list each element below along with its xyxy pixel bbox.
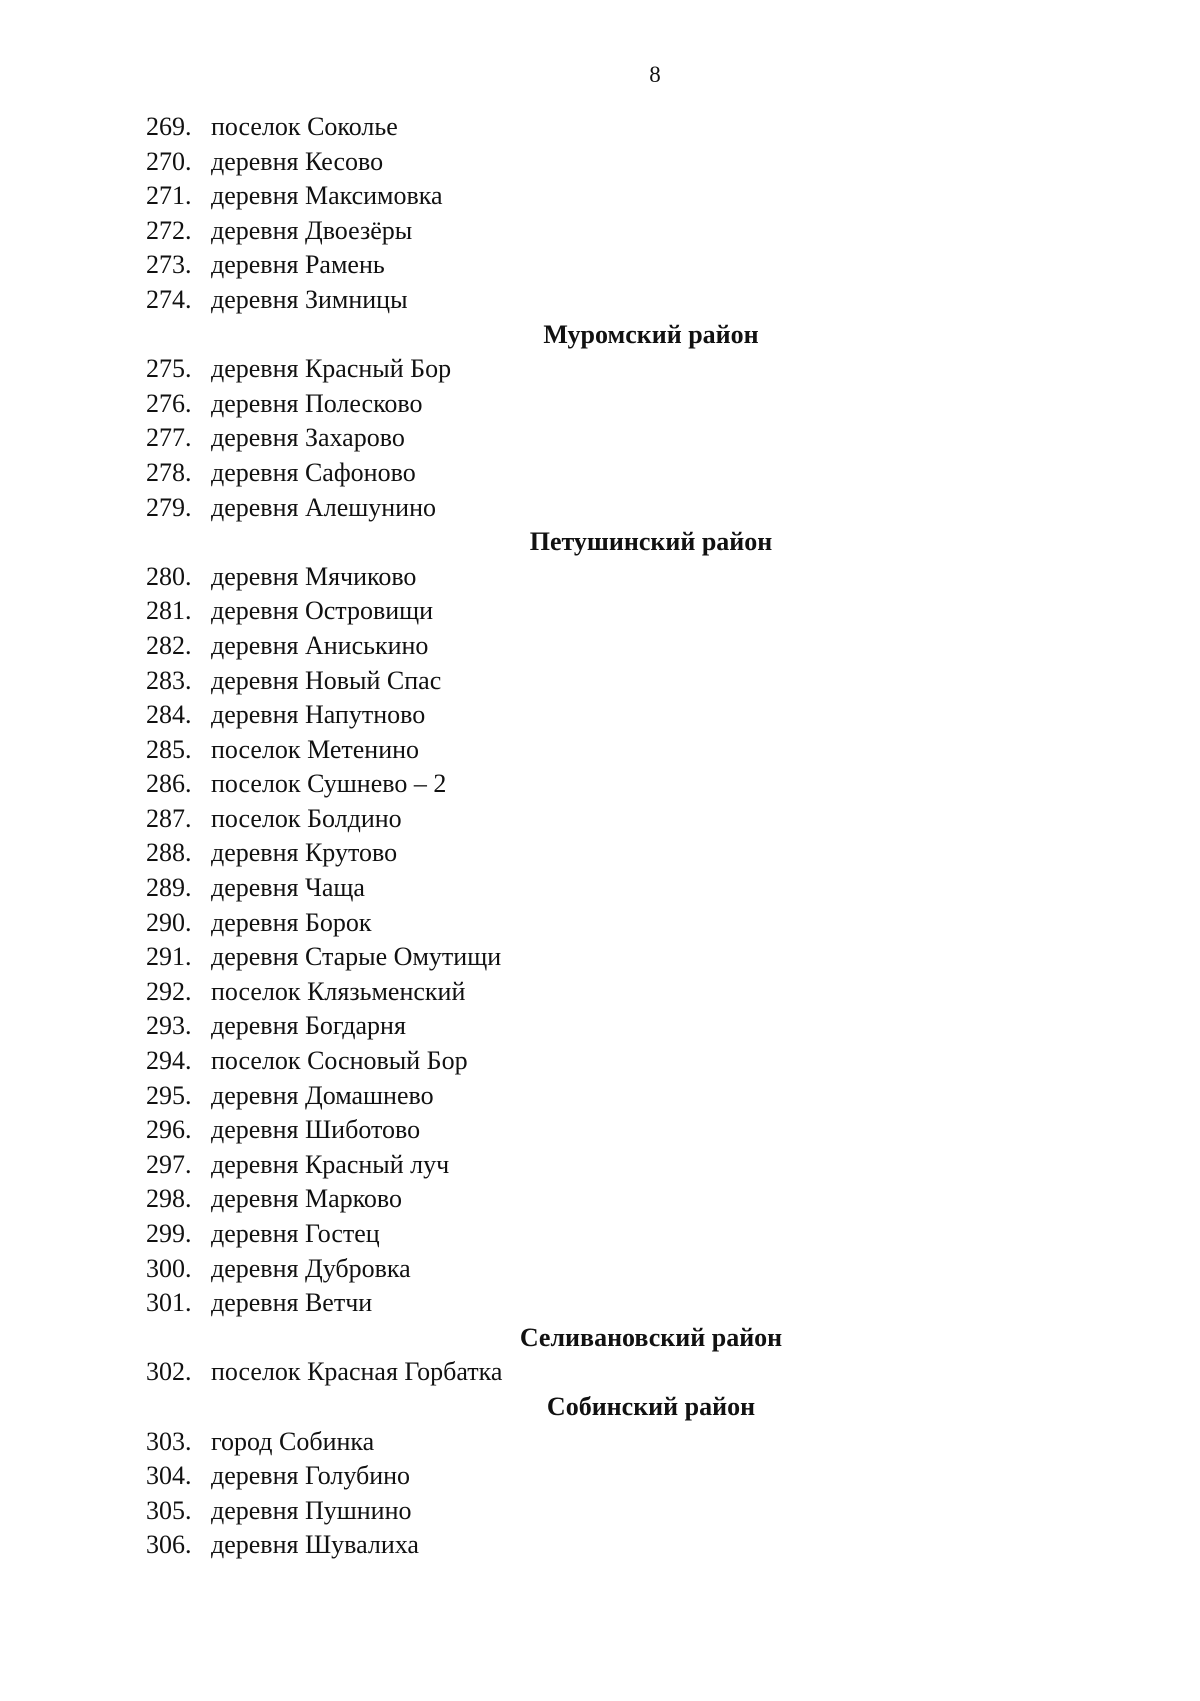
item-number: 269.: [146, 112, 192, 141]
settlement-name: деревня Дубровка: [211, 1253, 411, 1283]
settlement-name: деревня Кесово: [211, 146, 384, 176]
settlement-name: поселок Болдино: [211, 803, 402, 833]
item-number: 291.: [146, 942, 192, 972]
item-number: 293.: [146, 1011, 192, 1041]
item-number: 281.: [146, 596, 192, 626]
item-number: 282.: [146, 630, 192, 660]
settlement-name: деревня Богдарня: [211, 1011, 406, 1041]
settlement-name: деревня Старые Омутищи: [211, 942, 502, 972]
settlement-name: деревня Красный Бор: [211, 354, 452, 384]
item-number: 270.: [146, 146, 192, 176]
list-item: [146, 1425, 1146, 1460]
settlement-name: деревня Сафоново: [211, 457, 416, 487]
list-item: [146, 1528, 1146, 1563]
item-number: 279.: [146, 492, 192, 522]
settlement-name: деревня Полесково: [211, 388, 423, 418]
item-number: 289.: [146, 873, 192, 903]
settlement-name: деревня Борок: [211, 907, 372, 937]
settlement-name: деревня Напутново: [211, 700, 426, 730]
settlement-name: деревня Аниськино: [211, 630, 429, 660]
item-number: 284.: [146, 700, 192, 730]
list-item: [146, 145, 1146, 180]
item-number: 285.: [146, 734, 192, 764]
settlement-name: деревня Двоезёры: [211, 215, 413, 245]
list-item: [146, 1009, 1146, 1044]
district-heading: Муромский район: [543, 319, 759, 349]
list-item: [146, 110, 1146, 145]
settlement-name: деревня Шувалиха: [211, 1530, 419, 1560]
item-number: 277.: [146, 423, 192, 453]
item-number: 274.: [146, 284, 192, 314]
item-number: 294.: [146, 1046, 192, 1076]
item-number: 296.: [146, 1115, 192, 1145]
list-item: [146, 1459, 1146, 1494]
item-number: 306.: [146, 1530, 192, 1560]
item-number: 302.: [146, 1357, 192, 1387]
list-item: [146, 1044, 1146, 1079]
list-item: [146, 733, 1146, 768]
settlement-name: деревня Шиботово: [211, 1115, 421, 1145]
list-item: [146, 767, 1146, 802]
list-item: [146, 836, 1146, 871]
settlement-name: деревня Крутово: [211, 838, 398, 868]
list-item: [146, 629, 1146, 664]
settlement-name: деревня Рамень: [211, 250, 385, 280]
settlement-name: деревня Голубино: [211, 1461, 411, 1491]
list-item: [146, 1182, 1146, 1217]
district-heading: Петушинский район: [529, 527, 773, 557]
list-item: [146, 456, 1146, 491]
list-item: [146, 594, 1146, 629]
list-item: [146, 214, 1146, 249]
item-number: 303.: [146, 1426, 192, 1456]
settlement-name: деревня Ветчи: [211, 1288, 373, 1318]
list-item: [146, 1217, 1146, 1252]
item-number: 298.: [146, 1184, 192, 1214]
settlement-name: деревня Домашнево: [211, 1080, 434, 1110]
settlement-name: деревня Мячиково: [211, 561, 417, 591]
settlement-name: деревня Чаща: [211, 873, 365, 903]
item-number: 295.: [146, 1080, 192, 1110]
item-number: 288.: [146, 838, 192, 868]
settlement-list: [146, 110, 1146, 1563]
settlement-name: поселок Метенино: [211, 734, 420, 764]
item-number: 305.: [146, 1495, 192, 1525]
settlement-name: поселок Клязьменский: [211, 976, 466, 1006]
district-heading: Селивановский район: [519, 1322, 783, 1352]
list-item: [146, 1113, 1146, 1148]
item-number: 272.: [146, 215, 192, 245]
settlement-name: поселок Красная Горбатка: [211, 1357, 503, 1387]
settlement-name: поселок Соколье: [211, 112, 398, 141]
settlement-name: деревня Марково: [211, 1184, 403, 1214]
item-number: 292.: [146, 976, 192, 1006]
settlement-name: деревня Красный луч: [211, 1149, 450, 1179]
list-item: [146, 1148, 1146, 1183]
list-item: [146, 352, 1146, 387]
list-item: [146, 975, 1146, 1010]
list-item: [146, 179, 1146, 214]
list-item: [146, 1355, 1146, 1390]
list-item: [146, 387, 1146, 422]
list-item: [146, 871, 1146, 906]
item-number: 275.: [146, 354, 192, 384]
item-number: 283.: [146, 665, 192, 695]
list-item: [146, 248, 1146, 283]
settlement-name: деревня Максимовка: [211, 181, 443, 211]
item-number: 271.: [146, 181, 192, 211]
page-number: 8: [649, 62, 661, 87]
list-item: [146, 560, 1146, 595]
item-number: 276.: [146, 388, 192, 418]
settlement-name: деревня Новый Спас: [211, 665, 442, 695]
settlement-name: деревня Захарово: [211, 423, 405, 453]
district-heading: Собинский район: [546, 1391, 756, 1421]
item-number: 273.: [146, 250, 192, 280]
settlement-name: город Собинка: [211, 1426, 375, 1456]
list-item: [146, 283, 1146, 318]
item-number: 297.: [146, 1149, 192, 1179]
settlement-name: деревня Пушнино: [211, 1495, 412, 1525]
settlement-name: поселок Сосновый Бор: [211, 1046, 468, 1076]
settlement-name: деревня Островищи: [211, 596, 434, 626]
list-item: [146, 491, 1146, 526]
list-item: [146, 940, 1146, 975]
item-number: 299.: [146, 1219, 192, 1248]
list-item: [146, 664, 1146, 699]
item-number: 301.: [146, 1288, 192, 1318]
list-item: [146, 1494, 1146, 1529]
item-number: 286.: [146, 769, 192, 799]
list-item: [146, 802, 1146, 837]
item-number: 290.: [146, 907, 192, 937]
settlement-name: поселок Сушнево – 2: [211, 769, 447, 799]
item-number: 300.: [146, 1253, 192, 1283]
list-item: [146, 1079, 1146, 1114]
list-item: [146, 1252, 1146, 1287]
list-item: [146, 906, 1146, 941]
list-item: [146, 421, 1146, 456]
settlement-name: деревня Алешунино: [211, 492, 437, 522]
list-item: [146, 698, 1146, 733]
item-number: 287.: [146, 803, 192, 833]
item-number: 278.: [146, 457, 192, 487]
item-number: 304.: [146, 1461, 192, 1491]
settlement-name: деревня Гостец: [211, 1219, 380, 1248]
item-number: 280.: [146, 561, 192, 591]
settlement-name: деревня Зимницы: [211, 284, 408, 314]
list-item: [146, 1286, 1146, 1321]
